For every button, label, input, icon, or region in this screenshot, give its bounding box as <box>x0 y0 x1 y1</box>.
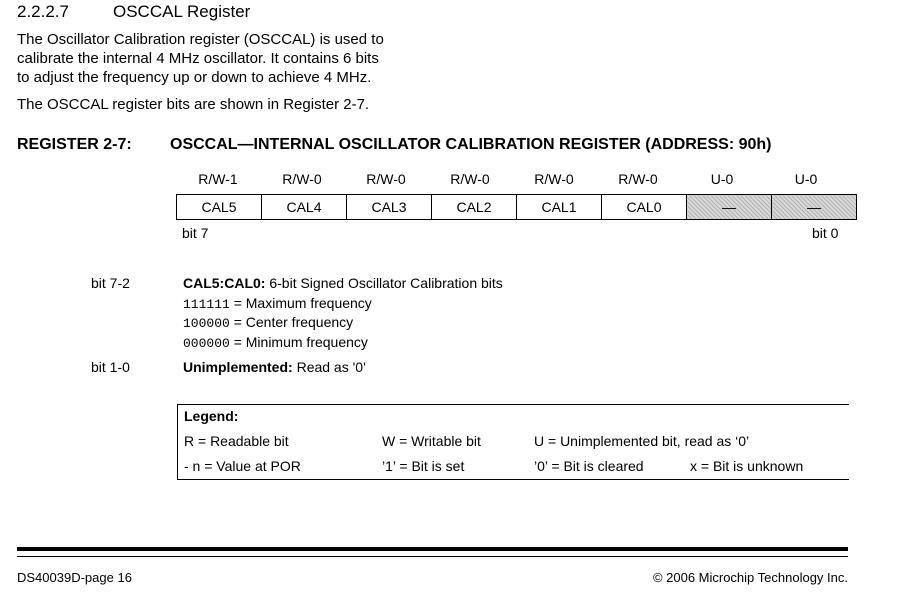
bit-value-desc: = Maximum frequency <box>229 295 372 311</box>
bit-cell-2: CAL0 <box>602 195 687 220</box>
bit-description <box>183 359 366 375</box>
legend-box <box>177 404 849 480</box>
legend-readable: R = Readable bit <box>184 433 289 449</box>
bit-value-line <box>183 334 368 351</box>
bit-low-label: bit 0 <box>812 225 839 241</box>
intro-paragraph <box>17 30 384 87</box>
bit-cell-1: — <box>687 195 772 220</box>
bit-field-text: Read as '0' <box>292 359 366 375</box>
bit-attribute: R/W-0 <box>366 171 406 187</box>
bit-field-text: 6-bit Signed Oscillator Calibration bits <box>265 275 503 291</box>
bit-attribute: U-0 <box>710 171 734 187</box>
bit-cell-5: CAL3 <box>347 195 432 220</box>
legend-por: - n = Value at POR <box>184 458 301 474</box>
intro-line: to adjust the frequency up or down to achieve 4 MHz. <box>17 69 372 86</box>
register-title: OSCCAL—INTERNAL OSCILLATOR CALIBRATION REGISTER (ADDRESS: 90h) <box>170 136 772 153</box>
bit-range-label: bit 1-0 <box>91 359 130 375</box>
bit-attribute-row <box>176 171 848 191</box>
intro-line: The Oscillator Calibration register (OSCCAL) is used to <box>17 31 384 48</box>
footer-rule-thin <box>17 556 848 557</box>
bit-field-name: Unimplemented: <box>183 359 293 375</box>
bit-cell-0: — <box>772 195 857 220</box>
bit-value-code: 111111 <box>183 297 230 312</box>
bit-value-desc: = Minimum frequency <box>229 334 368 350</box>
section-number: 2.2.2.7 <box>17 2 69 21</box>
bit-description <box>183 275 503 291</box>
page-number: DS40039D-page 16 <box>17 570 132 585</box>
bit-cell-7: CAL5 <box>177 195 262 220</box>
bit-cell-3: CAL1 <box>517 195 602 220</box>
legend-title: Legend: <box>184 408 239 424</box>
legend-bit-unknown: x = Bit is unknown <box>690 458 804 474</box>
bit-cell-6: CAL4 <box>262 195 347 220</box>
bit-attribute: R/W-0 <box>534 171 574 187</box>
bit-value-desc: = Center frequency <box>229 314 354 330</box>
section-title: OSCCAL Register <box>113 2 251 21</box>
legend-writable: W = Writable bit <box>382 433 481 449</box>
bit-cell-4: CAL2 <box>432 195 517 220</box>
bit-attribute: R/W-1 <box>198 171 238 187</box>
register-reference-paragraph: The OSCCAL register bits are shown in Register 2-7. <box>17 96 370 113</box>
intro-line: calibrate the internal 4 MHz oscillator. It contains 6 bits <box>17 50 379 67</box>
copyright: © 2006 Microchip Technology Inc. <box>652 570 848 585</box>
bit-value-code: 000000 <box>183 336 230 351</box>
bit-attribute: R/W-0 <box>450 171 490 187</box>
bit-row <box>177 195 857 220</box>
bit-field-name: CAL5:CAL0: <box>183 275 266 291</box>
bit-attribute: R/W-0 <box>618 171 658 187</box>
register-id: REGISTER 2-7: <box>17 136 132 153</box>
footer-rule <box>17 547 848 551</box>
legend-bit-cleared: ’0’ = Bit is cleared <box>534 458 644 474</box>
bit-attribute: U-0 <box>794 171 818 187</box>
bit-range-label: bit 7-2 <box>91 275 130 291</box>
legend-bit-set: ’1’ = Bit is set <box>382 458 465 474</box>
bit-value-line <box>183 314 353 331</box>
bit-value-line <box>183 295 372 312</box>
bit-value-code: 100000 <box>183 316 230 331</box>
bit-high-label: bit 7 <box>182 225 209 241</box>
bit-attribute: R/W-0 <box>282 171 322 187</box>
legend-unimplemented: U = Unimplemented bit, read as ‘0’ <box>534 433 750 449</box>
register-bit-table <box>176 194 857 220</box>
